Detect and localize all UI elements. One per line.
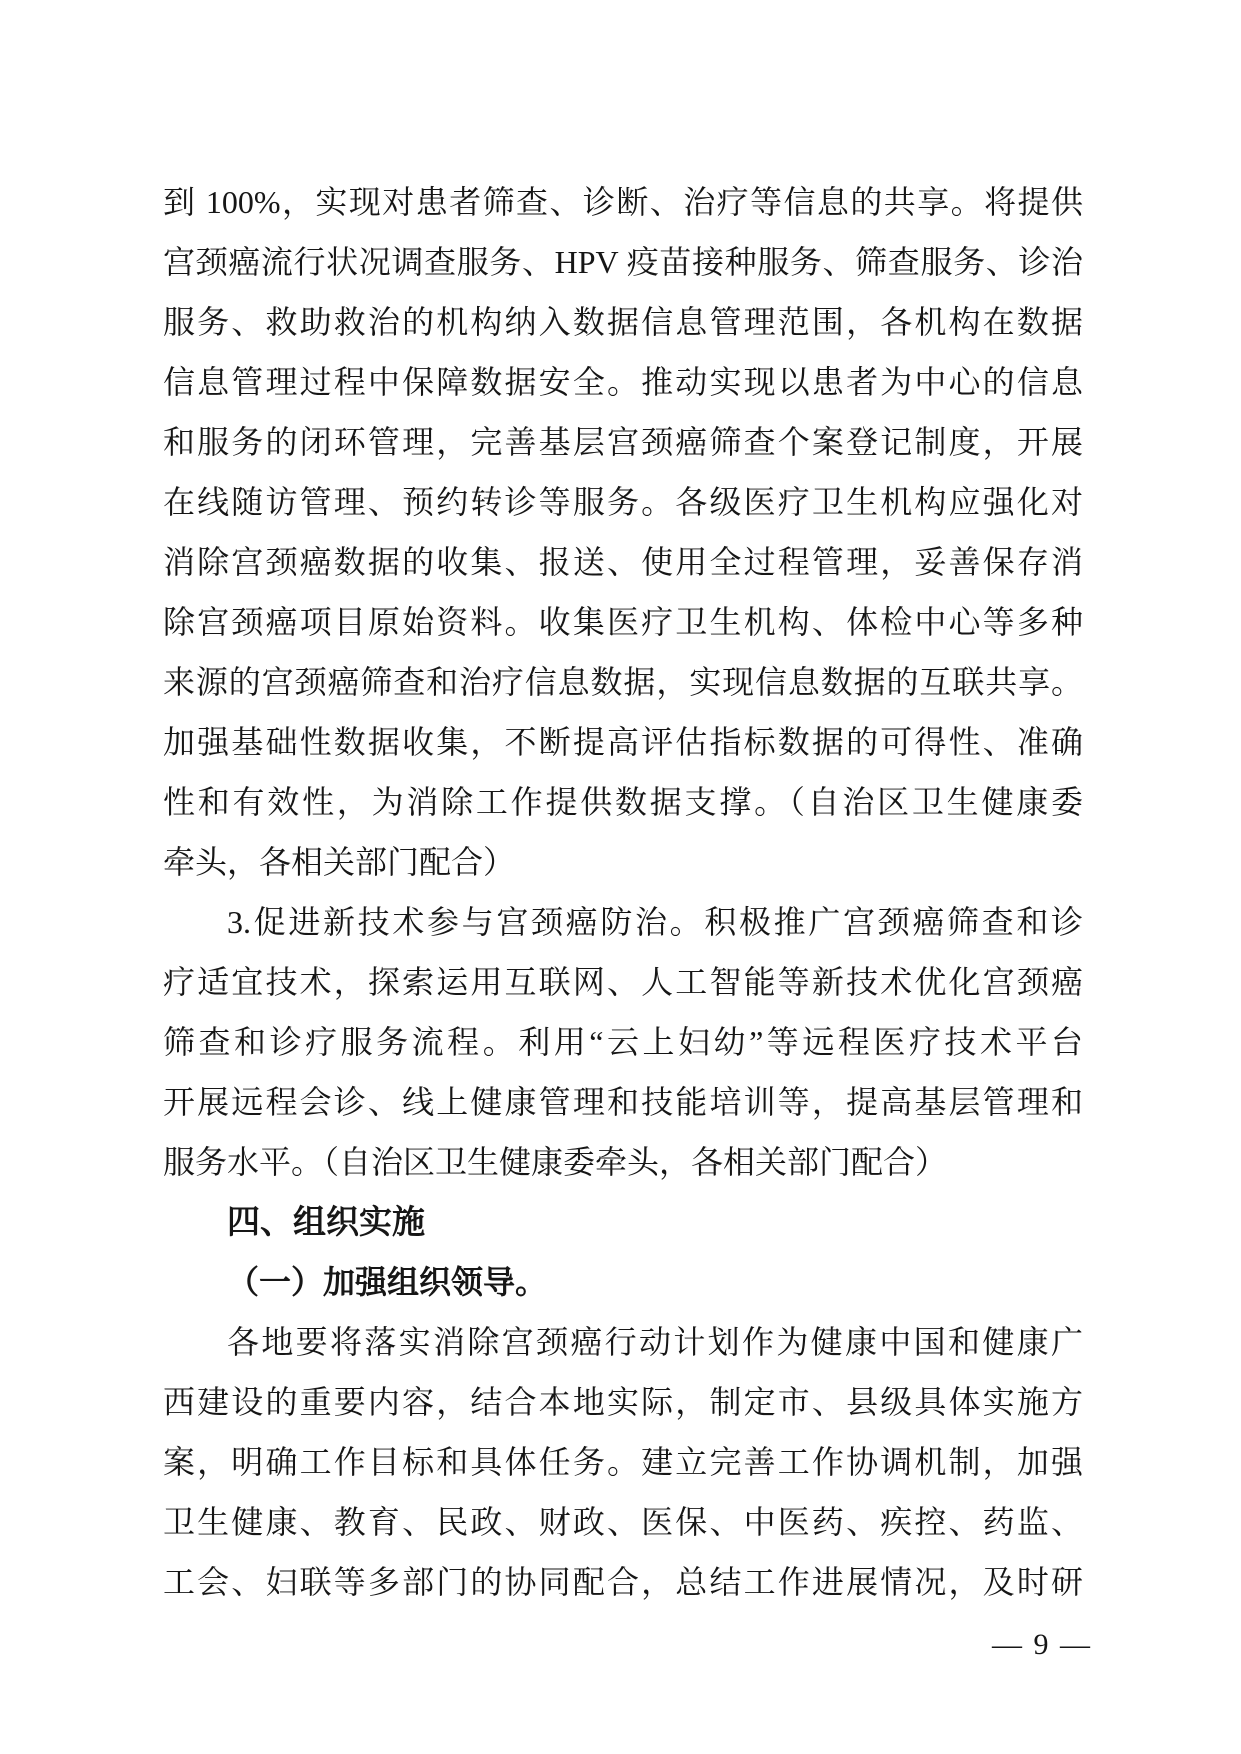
text-line: 卫生健康、教育、民政、财政、医保、中医药、疾控、药监、 bbox=[163, 1504, 1083, 1540]
text-line: 筛查和诊疗服务流程。利用“云上妇幼”等远程医疗技术平台 bbox=[163, 1024, 1083, 1060]
paragraph-start-line: 3.促进新技术参与宫颈癌防治。积极推广宫颈癌筛查和诊 bbox=[227, 904, 1083, 940]
text-line: 西建设的重要内容，结合本地实际，制定市、县级具体实施方 bbox=[163, 1384, 1083, 1420]
text-line: 和服务的闭环管理，完善基层宫颈癌筛查个案登记制度，开展 bbox=[163, 424, 1083, 460]
paragraph-end-line: 服务水平。（自治区卫生健康委牵头，各相关部门配合） bbox=[163, 1144, 948, 1180]
text-line: 服务、救助救治的机构纳入数据信息管理范围，各机构在数据 bbox=[163, 304, 1083, 340]
text-line: 宫颈癌流行状况调查服务、HPV 疫苗接种服务、筛查服务、诊治 bbox=[163, 244, 1083, 280]
section-heading: 四、组织实施 bbox=[227, 1203, 425, 1240]
document-body bbox=[163, 172, 1083, 1612]
text-line: 疗适宜技术，探索运用互联网、人工智能等新技术优化宫颈癌 bbox=[163, 964, 1083, 1000]
paragraph-start-line: 各地要将落实消除宫颈癌行动计划作为健康中国和健康广 bbox=[227, 1324, 1083, 1360]
text-line: 在线随访管理、预约转诊等服务。各级医疗卫生机构应强化对 bbox=[163, 484, 1083, 520]
text-line: 到 100%，实现对患者筛查、诊断、治疗等信息的共享。将提供 bbox=[163, 184, 1083, 220]
text-line: 信息管理过程中保障数据安全。推动实现以患者为中心的信息 bbox=[163, 364, 1083, 400]
text-line: 消除宫颈癌数据的收集、报送、使用全过程管理，妥善保存消 bbox=[163, 544, 1083, 580]
text-line: 案，明确工作目标和具体任务。建立完善工作协调机制，加强 bbox=[163, 1444, 1083, 1480]
text-line: 工会、妇联等多部门的协同配合，总结工作进展情况，及时研 bbox=[163, 1564, 1083, 1600]
subsection-heading: （一）加强组织领导。 bbox=[227, 1264, 548, 1300]
text-line: 来源的宫颈癌筛查和治疗信息数据，实现信息数据的互联共享。 bbox=[163, 664, 1083, 700]
text-line: 除宫颈癌项目原始资料。收集医疗卫生机构、体检中心等多种 bbox=[163, 604, 1083, 640]
text-line: 性和有效性，为消除工作提供数据支撑。（自治区卫生健康委 bbox=[163, 784, 1083, 820]
text-line: 加强基础性数据收集，不断提高评估指标数据的可得性、准确 bbox=[163, 724, 1083, 760]
paragraph-end-line: 牵头，各相关部门配合） bbox=[163, 844, 516, 880]
page-number: — 9 — bbox=[992, 1628, 1092, 1661]
text-line: 开展远程会诊、线上健康管理和技能培训等，提高基层管理和 bbox=[163, 1084, 1083, 1120]
